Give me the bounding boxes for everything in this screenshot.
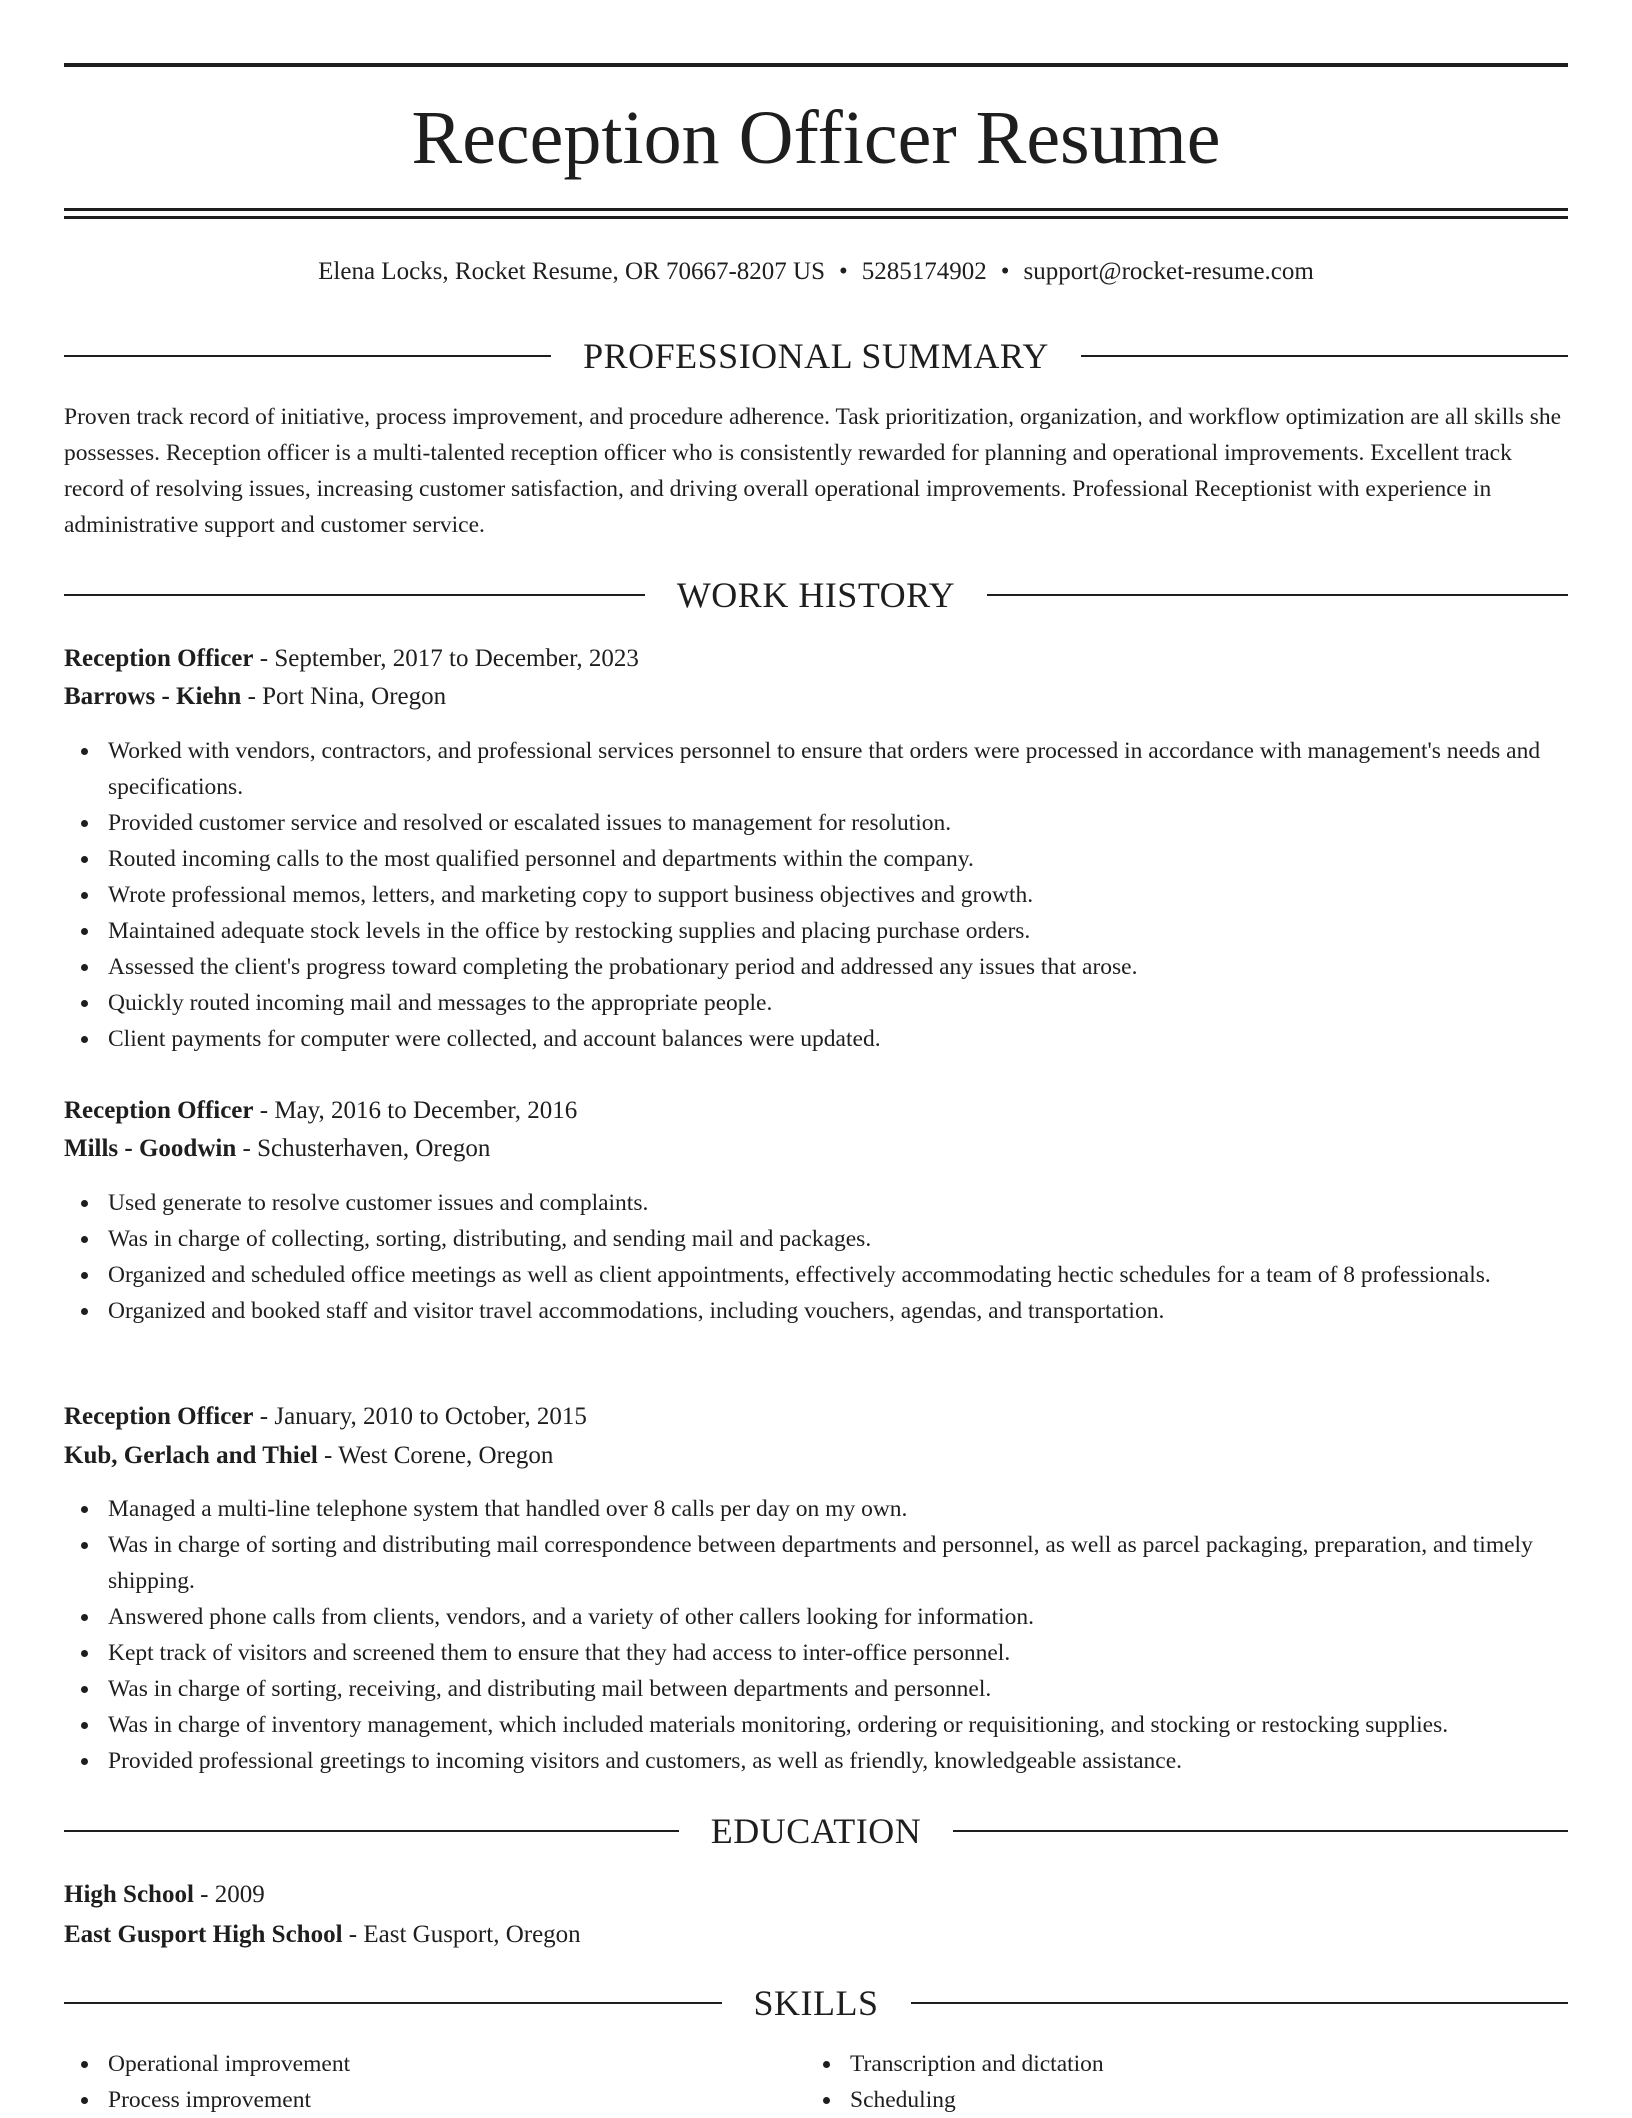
job-company-line bbox=[64, 1131, 1568, 1167]
list-item: Was in charge of sorting and distributing mail correspondence between departments and personnel, as well as parcel packaging, preparation, and timely shipping. bbox=[64, 1527, 1568, 1599]
skill-item: Transcription and dictation bbox=[806, 2046, 1506, 2082]
title-rule-lower bbox=[64, 216, 1568, 219]
list-item: Organized and scheduled office meetings as well as client appointments, effectively accommodating hectic schedules for a team of 8 professionals. bbox=[64, 1257, 1568, 1293]
heading-rule bbox=[1081, 355, 1568, 357]
job-company: Kub, Gerlach and Thiel bbox=[64, 1442, 318, 1469]
section-heading-work-history bbox=[64, 573, 1568, 617]
job-dates: - September, 2017 to December, 2023 bbox=[253, 645, 639, 672]
section-heading-label: SKILLS bbox=[753, 1983, 879, 2023]
list-item: Assessed the client's progress toward completing the probationary period and addressed any issues that arose. bbox=[64, 949, 1568, 985]
contact-separator: • bbox=[839, 258, 848, 285]
heading-rule bbox=[953, 1830, 1568, 1832]
contact-address: Elena Locks, Rocket Resume, OR 70667-8207 US bbox=[318, 258, 826, 285]
job-title-line bbox=[64, 641, 1568, 677]
education-degree-line bbox=[64, 1877, 1568, 1913]
education-degree: High School bbox=[64, 1881, 194, 1908]
list-item: Was in charge of inventory management, which included materials monitoring, ordering or requisitioning, and stocking or restocking supplies. bbox=[64, 1707, 1568, 1743]
list-item: Worked with vendors, contractors, and professional services personnel to ensure that orders were processed in accordance with management's needs and specifications. bbox=[64, 733, 1568, 805]
education-school: East Gusport High School bbox=[64, 1921, 343, 1948]
job-company: Barrows - Kiehn bbox=[64, 683, 242, 710]
list-item: Used generate to resolve customer issues and complaints. bbox=[64, 1185, 1568, 1221]
section-heading-skills bbox=[64, 1981, 1568, 2025]
list-item: Provided professional greetings to incoming visitors and customers, as well as friendly, knowledgeable assistance. bbox=[64, 1743, 1568, 1779]
list-item: Was in charge of sorting, receiving, and distributing mail between departments and personnel. bbox=[64, 1671, 1568, 1707]
contact-line bbox=[64, 254, 1568, 290]
list-item: Wrote professional memos, letters, and marketing copy to support business objectives and growth. bbox=[64, 877, 1568, 913]
list-item: Quickly routed incoming mail and messages to the appropriate people. bbox=[64, 985, 1568, 1021]
list-item: Kept track of visitors and screened them to ensure that they had access to inter-office personnel. bbox=[64, 1635, 1568, 1671]
job-company-line bbox=[64, 679, 1568, 715]
job-bullet-list bbox=[64, 1185, 1568, 1329]
contact-email: support@rocket-resume.com bbox=[1023, 258, 1314, 285]
job-title: Reception Officer bbox=[64, 1097, 254, 1124]
heading-rule bbox=[64, 594, 645, 596]
job-title: Reception Officer bbox=[64, 1403, 254, 1430]
contact-phone: 5285174902 bbox=[861, 258, 987, 285]
education-location: - East Gusport, Oregon bbox=[342, 1921, 581, 1948]
list-item: Provided customer service and resolved or escalated issues to management for resolution. bbox=[64, 805, 1568, 841]
job-location: - Schusterhaven, Oregon bbox=[236, 1135, 491, 1162]
job-company-line bbox=[64, 1438, 1568, 1474]
list-item: Was in charge of collecting, sorting, distributing, and sending mail and packages. bbox=[64, 1221, 1568, 1257]
job-title-line bbox=[64, 1399, 1568, 1435]
job-bullet-list bbox=[64, 733, 1568, 1057]
job-title-line bbox=[64, 1093, 1568, 1129]
title-rule-upper bbox=[64, 208, 1568, 211]
job-location: - West Corene, Oregon bbox=[317, 1442, 554, 1469]
skill-item: Process improvement bbox=[64, 2082, 764, 2118]
education-school-line bbox=[64, 1917, 1568, 1953]
list-item: Answered phone calls from clients, vendors, and a variety of other callers looking for information. bbox=[64, 1599, 1568, 1635]
heading-rule bbox=[64, 355, 551, 357]
skills-list-left bbox=[64, 2046, 764, 2118]
section-heading-label: EDUCATION bbox=[710, 1811, 922, 1851]
job-title: Reception Officer bbox=[64, 645, 254, 672]
heading-rule bbox=[64, 2002, 722, 2004]
section-heading-label: WORK HISTORY bbox=[676, 575, 956, 615]
job-dates: - January, 2010 to October, 2015 bbox=[253, 1403, 587, 1430]
top-rule bbox=[64, 63, 1568, 67]
list-item: Routed incoming calls to the most qualified personnel and departments within the company. bbox=[64, 841, 1568, 877]
skills-list-right bbox=[806, 2046, 1506, 2118]
job-dates: - May, 2016 to December, 2016 bbox=[253, 1097, 578, 1124]
education-year: - 2009 bbox=[193, 1881, 265, 1908]
list-item: Client payments for computer were collected, and account balances were updated. bbox=[64, 1021, 1568, 1057]
skill-item: Operational improvement bbox=[64, 2046, 764, 2082]
list-item: Maintained adequate stock levels in the office by restocking supplies and placing purchase orders. bbox=[64, 913, 1568, 949]
contact-separator: • bbox=[1000, 258, 1010, 285]
job-location: - Port Nina, Oregon bbox=[241, 683, 447, 710]
heading-rule bbox=[64, 1830, 679, 1832]
list-item: Organized and booked staff and visitor travel accommodations, including vouchers, agendas, and transportation. bbox=[64, 1293, 1568, 1329]
job-bullet-list bbox=[64, 1491, 1568, 1779]
resume-title: Reception Officer Resume bbox=[411, 96, 1221, 180]
section-heading-label: PROFESSIONAL SUMMARY bbox=[583, 336, 1049, 376]
list-item: Managed a multi-line telephone system that handled over 8 calls per day on my own. bbox=[64, 1491, 1568, 1527]
summary-text: Proven track record of initiative, process improvement, and procedure adherence. Task prioritization, organization, and workflow optimization are all skills she possesses. Reception officer is a multi-talented reception officer who is consistently rewarded for planning and operational improvements. Excellent track record of resolving issues, increasing customer satisfaction, and driving overall operational improvements. Professional Receptionist with experience in administrative support and customer service. bbox=[64, 404, 1562, 538]
section-heading-summary bbox=[64, 334, 1568, 378]
skill-item: Scheduling bbox=[806, 2082, 1506, 2118]
heading-rule bbox=[911, 2002, 1569, 2004]
heading-rule bbox=[987, 594, 1568, 596]
job-company: Mills - Goodwin bbox=[64, 1135, 237, 1162]
section-heading-education bbox=[64, 1809, 1568, 1853]
